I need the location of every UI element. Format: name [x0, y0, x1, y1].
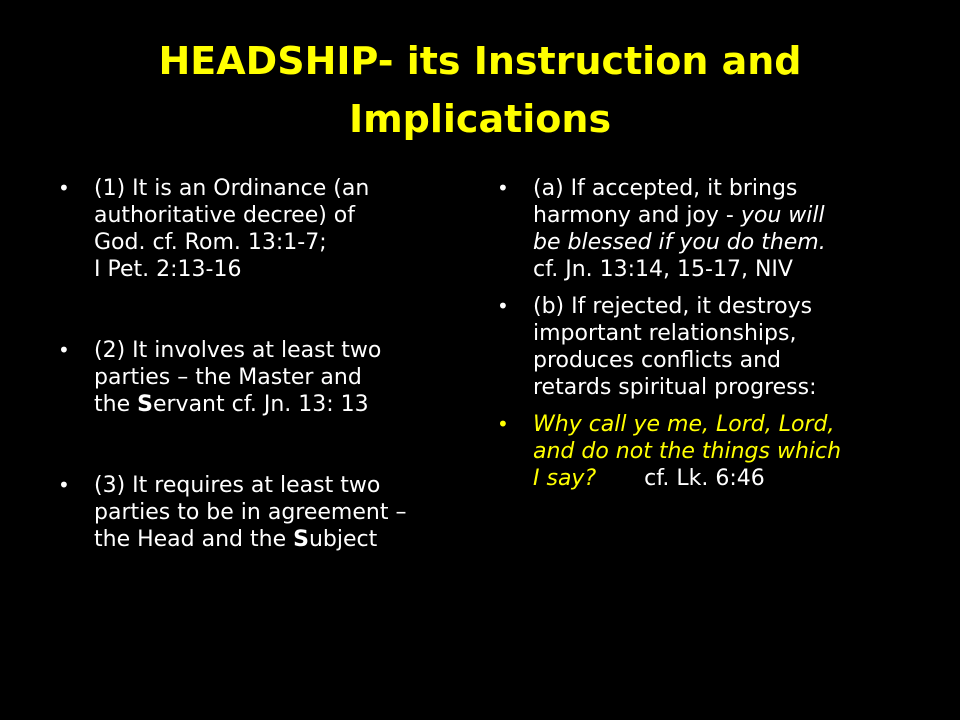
- bullet-text-line: (1) It is an Ordinance (an: [94, 176, 370, 201]
- bullet-text-line: (3) It requires at least two: [94, 473, 381, 498]
- slide-title-line-1: HEADSHIP- its Instruction and: [158, 39, 802, 83]
- bullet-text-line: God. cf. Rom. 13:1-7;: [94, 230, 327, 255]
- bullet-if-rejected: [497, 293, 907, 401]
- bullet-dot-icon: •: [497, 412, 509, 436]
- bullet-text-line: parties to be in agreement –: [94, 500, 407, 525]
- bullet-text-line: I Pet. 2:13-16: [94, 257, 242, 282]
- bullet-text-line: ervant cf. Jn. 13: 13: [152, 392, 369, 417]
- bullet-dot-icon: •: [497, 294, 509, 318]
- bullet-dot-icon: •: [58, 176, 70, 200]
- bullet-agreement: [58, 472, 478, 553]
- bullet-text-line: the: [94, 392, 138, 417]
- scripture-quote-line: I say?: [533, 466, 597, 491]
- bullet-text-line: retards spiritual progress:: [533, 375, 817, 400]
- bullet-scripture-quote: [497, 411, 907, 492]
- scripture-quote-line: Why call ye me, Lord, Lord,: [533, 412, 835, 437]
- bullet-text-line: (2) It involves at least two: [94, 338, 382, 363]
- scripture-quote-line: and do not the things which: [533, 439, 842, 464]
- bullet-ordinance: [58, 175, 478, 283]
- bullet-text-line: authoritative decree) of: [94, 203, 356, 228]
- bullet-dot-icon: •: [497, 176, 509, 200]
- bullet-dot-icon: •: [58, 473, 70, 497]
- bullet-text-line: (a) If accepted, it brings: [533, 176, 798, 201]
- bullet-text-line: parties – the Master and: [94, 365, 362, 390]
- bullet-text-line: harmony and joy -: [533, 203, 741, 228]
- bullet-text-line: (b) If rejected, it destroys: [533, 294, 813, 319]
- scripture-reference: cf. Lk. 6:46: [644, 466, 765, 491]
- bullet-text-line: cf. Jn. 13:14, 15-17, NIV: [533, 257, 793, 282]
- bullet-if-accepted: [497, 175, 907, 283]
- left-bullet-list: [58, 175, 478, 607]
- italic-quote: you will: [740, 203, 825, 228]
- bold-initial: S: [137, 392, 153, 417]
- slide-title-line-2: Implications: [348, 97, 612, 141]
- bullet-text-line: ubject: [308, 527, 378, 552]
- bold-initial: S: [293, 527, 309, 552]
- right-bullet-list: [497, 175, 907, 502]
- bullet-text-line: the Head and the: [94, 527, 294, 552]
- bullet-text-line: produces conflicts and: [533, 348, 782, 373]
- bullet-dot-icon: •: [58, 338, 70, 362]
- bullet-two-parties: [58, 337, 478, 418]
- bullet-text-line: important relationships,: [533, 321, 797, 346]
- slide-title: [60, 32, 900, 148]
- italic-quote: be blessed if you do them.: [533, 230, 826, 255]
